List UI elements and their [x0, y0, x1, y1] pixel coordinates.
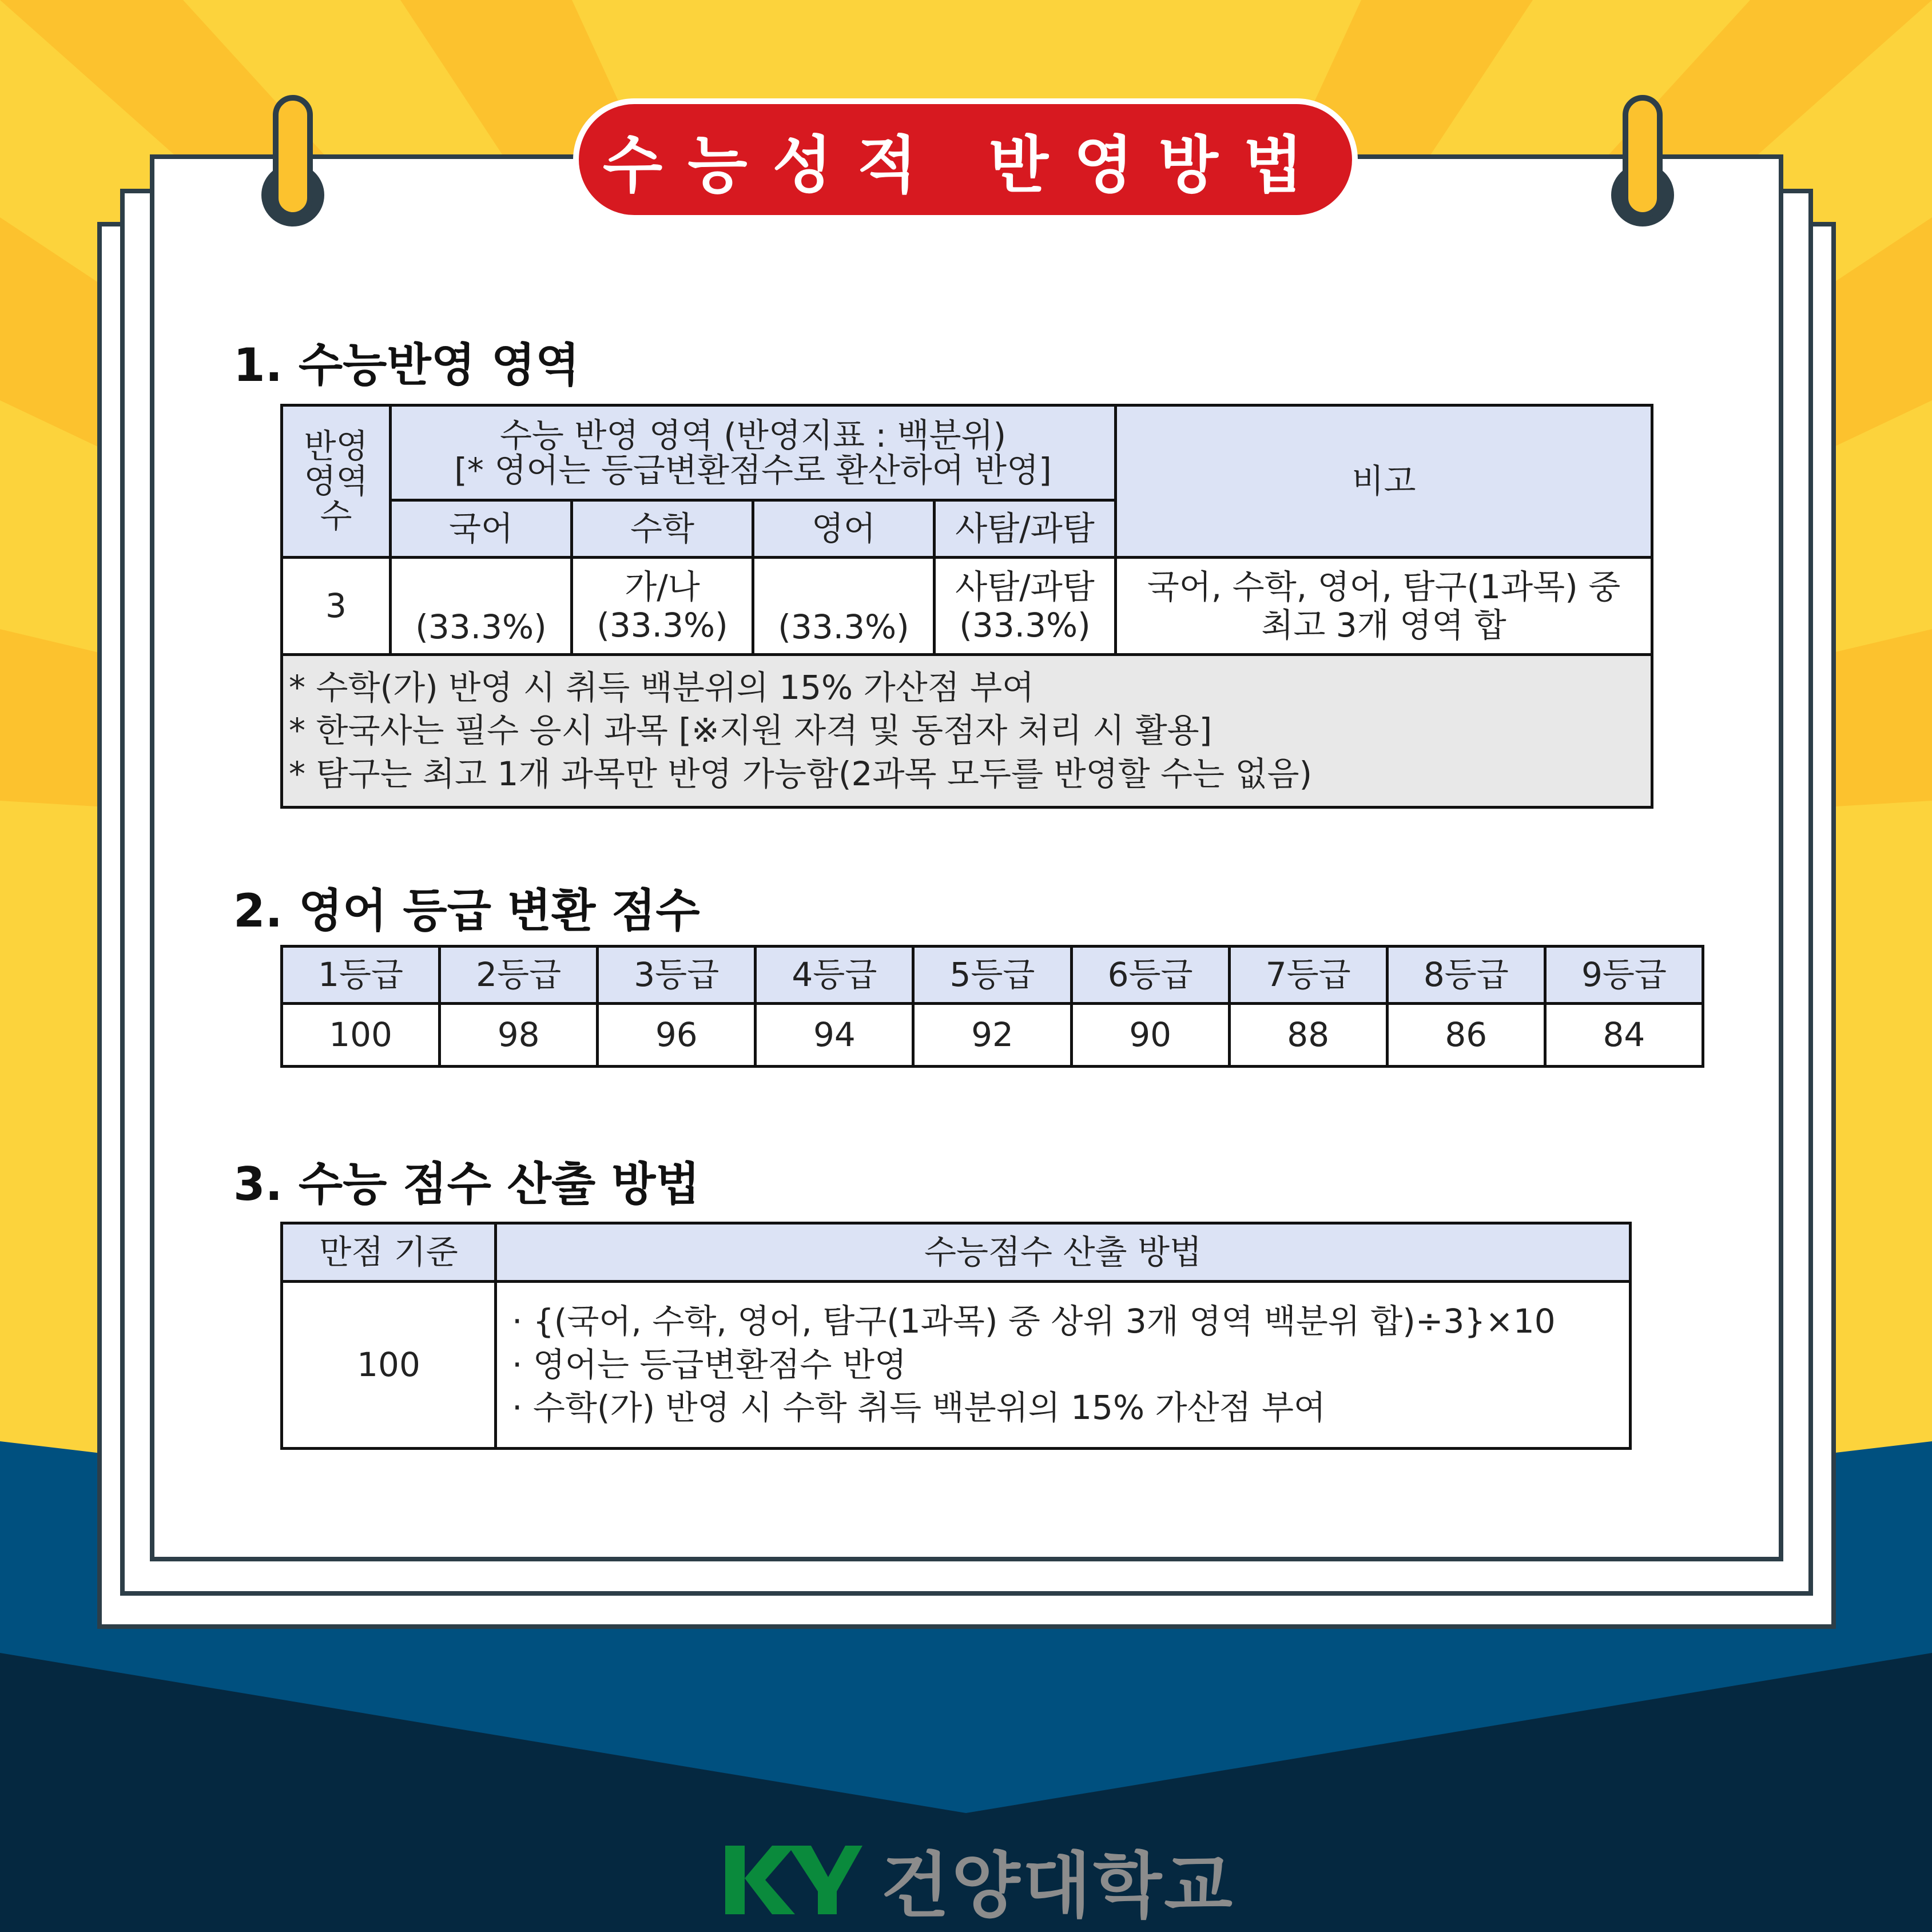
method-line: · 영어는 등급변환점수 반영: [512, 1345, 907, 1384]
grade-score: 94: [756, 1004, 913, 1067]
grade-score: 92: [913, 1004, 1071, 1067]
table-notes: [282, 655, 1652, 808]
grade-header: 2등급: [440, 947, 598, 1004]
header-reflection-area: 수능 반영 영역 (반영지표 : 백분위) [* 영어는 등급변환점수로 환산하여 반영]: [391, 406, 1116, 500]
grade-header: 5등급: [913, 947, 1071, 1004]
ky-logo-mark: [725, 1843, 862, 1917]
cell-calc-method: [496, 1282, 1631, 1449]
binder-ring-left: [261, 95, 324, 255]
section-1-title: 1. 수능반영 영역: [233, 339, 580, 392]
grade-header: 3등급: [598, 947, 756, 1004]
grade-score: 90: [1071, 1004, 1229, 1067]
header-remark: 비고: [1116, 406, 1652, 558]
grade-header: 1등급: [282, 947, 440, 1004]
method-line: · 수학(가) 반영 시 수학 취득 백분위의 15% 가산점 부여: [512, 1388, 1326, 1428]
cell-remark: 국어, 수학, 영어, 탐구(1과목) 중 최고 3개 영역 합: [1116, 558, 1652, 655]
section-2-title: 2. 영어 등급 변환 점수: [233, 884, 700, 937]
header-area-count: 반영 영역 수: [282, 406, 391, 558]
binder-ring-right: [1611, 95, 1674, 255]
university-logo: [725, 1829, 1235, 1931]
section-3-title: 3. 수능 점수 산출 방법: [233, 1158, 700, 1211]
note-line: * 한국사는 필수 응시 과목 [※지원 자격 및 동점자 처리 시 활용]: [289, 711, 1213, 750]
cell-math: 가/나 (33.3%): [572, 558, 753, 655]
note-line: * 탐구는 최고 1개 과목만 반영 가능함(2과목 모두를 반영할 수는 없음): [289, 754, 1313, 793]
reflection-area-table: [280, 404, 1653, 809]
header-calc-method: 수능점수 산출 방법: [496, 1223, 1631, 1282]
header-subject: 사탐/과탐: [935, 500, 1116, 558]
grade-header: 9등급: [1545, 947, 1703, 1004]
method-line: · {(국어, 수학, 영어, 탐구(1과목) 중 상위 3개 영역 백분위 합)÷3}×10: [512, 1302, 1556, 1341]
university-name: 건양대학교: [881, 1845, 1235, 1927]
grade-score: 86: [1387, 1004, 1545, 1067]
note-line: * 수학(가) 반영 시 취득 백분위의 15% 가산점 부여: [289, 668, 1035, 707]
grade-header: 7등급: [1229, 947, 1387, 1004]
grade-score: 84: [1545, 1004, 1703, 1067]
english-grade-table: [280, 945, 1704, 1068]
header-subject: 수학: [572, 500, 753, 558]
header-subject: 국어: [391, 500, 572, 558]
header-full-score: 만점 기준: [282, 1223, 496, 1282]
cell-inquiry: 사탐/과탐 (33.3%): [935, 558, 1116, 655]
grade-header: 8등급: [1387, 947, 1545, 1004]
banner-title: 수능성적 반영방법: [573, 98, 1358, 221]
grade-score: 98: [440, 1004, 598, 1067]
score-calculation-table: [280, 1222, 1632, 1450]
cell-area-count: 3: [282, 558, 391, 655]
grade-score: 88: [1229, 1004, 1387, 1067]
ring-clip: [1623, 95, 1663, 218]
grade-header: 4등급: [756, 947, 913, 1004]
ring-clip: [273, 95, 313, 218]
cell-korean: (33.3%): [391, 558, 572, 655]
grade-score: 96: [598, 1004, 756, 1067]
header-subject: 영어: [753, 500, 935, 558]
cell-full-score: 100: [282, 1282, 496, 1449]
grade-header: 6등급: [1071, 947, 1229, 1004]
grade-score: 100: [282, 1004, 440, 1067]
cell-english: (33.3%): [753, 558, 935, 655]
